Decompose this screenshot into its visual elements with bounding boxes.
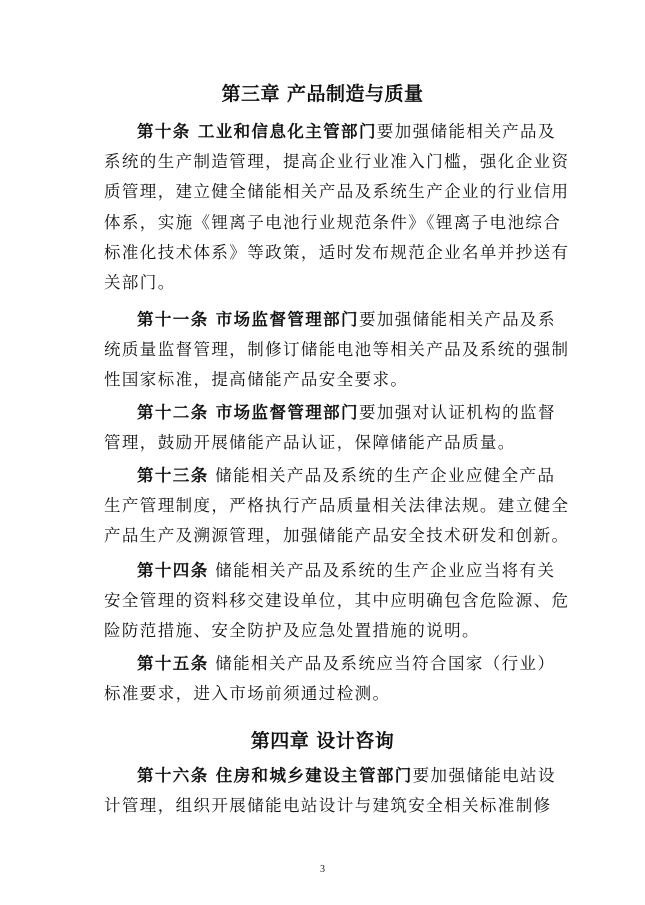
article-heading: 第十二条 市场监督管理部门 xyxy=(137,403,359,422)
article-paragraph xyxy=(104,461,570,552)
paragraph-line: 产品生产及溯源管理，加强储能产品安全技术研发和创新。 xyxy=(104,526,570,546)
paragraph-text: 要加强储能相关产品及系 xyxy=(358,310,556,329)
paragraph-line xyxy=(104,461,556,491)
article-paragraph xyxy=(104,305,570,396)
chapter-title: 第四章 设计咨询 xyxy=(250,730,395,752)
article-heading: 第十一条 市场监督管理部门 xyxy=(137,310,359,329)
article-paragraph xyxy=(104,649,556,709)
paragraph-text: 要加强对认证机构的监督 xyxy=(358,403,556,422)
article-heading: 第十条 工业和信息化主管部门 xyxy=(137,122,377,141)
paragraph-line: 质管理，建立健全储能相关产品及系统生产企业的行业信用 xyxy=(104,182,570,202)
paragraph-text: 要加强储能电站设 xyxy=(412,766,556,785)
paragraph-line: 险防范措施、安全防护及应急处置措施的说明。 xyxy=(104,621,480,641)
paragraph-line: 性国家标准，提高储能产品安全要求。 xyxy=(104,370,409,390)
paragraph-line: 安全管理的资料移交建设单位，其中应明确包含危险源、危 xyxy=(104,591,570,611)
article-paragraph xyxy=(104,556,570,647)
paragraph-text: 储能相关产品及系统的生产企业应当将有关 xyxy=(208,561,556,580)
article-heading: 第十五条 xyxy=(137,654,209,673)
chapter-title: 第三章 产品制造与质量 xyxy=(221,83,424,105)
paragraph-text: 储能相关产品及系统应当符合国家（行业） xyxy=(208,654,556,673)
article-heading: 第十三条 xyxy=(137,466,209,485)
paragraph-line xyxy=(104,305,556,335)
article-paragraph xyxy=(104,398,556,458)
paragraph-line: 计管理，组织开展储能电站设计与建筑安全相关标准制修 xyxy=(104,796,552,816)
paragraph-line: 管理，鼓励开展储能产品认证，保障储能产品质量。 xyxy=(104,433,516,453)
paragraph-line: 关部门。 xyxy=(104,272,176,292)
article-paragraph xyxy=(104,761,556,821)
paragraph-line: 系统的生产制造管理，提高企业行业准入门槛，强化企业资 xyxy=(104,152,570,172)
paragraph-line: 体系，实施《锂离子电池行业规范条件》《锂离子电池综合 xyxy=(104,212,562,232)
paragraph-line: 生产管理制度，严格执行产品质量相关法律法规。建立健全 xyxy=(104,496,570,516)
paragraph-line xyxy=(104,649,556,679)
paragraph-line xyxy=(104,556,556,586)
article-heading: 第十四条 xyxy=(137,561,209,580)
paragraph-text: 要加强储能相关产品及 xyxy=(376,122,556,141)
paragraph-line xyxy=(104,117,556,147)
paragraph-line xyxy=(104,761,556,791)
article-paragraph xyxy=(104,117,570,298)
paragraph-line: 标准化技术体系》等政策，适时发布规范企业名单并抄送有 xyxy=(104,242,570,262)
paragraph-line xyxy=(104,398,556,428)
article-heading: 第十六条 住房和城乡建设主管部门 xyxy=(137,766,413,785)
paragraph-text: 储能相关产品及系统的生产企业应健全产品 xyxy=(208,466,556,485)
paragraph-line: 统质量监督管理，制修订储能电池等相关产品及系统的强制 xyxy=(104,340,570,360)
page-number: 3 xyxy=(320,864,325,875)
paragraph-line: 标准要求，进入市场前须通过检测。 xyxy=(104,684,391,704)
